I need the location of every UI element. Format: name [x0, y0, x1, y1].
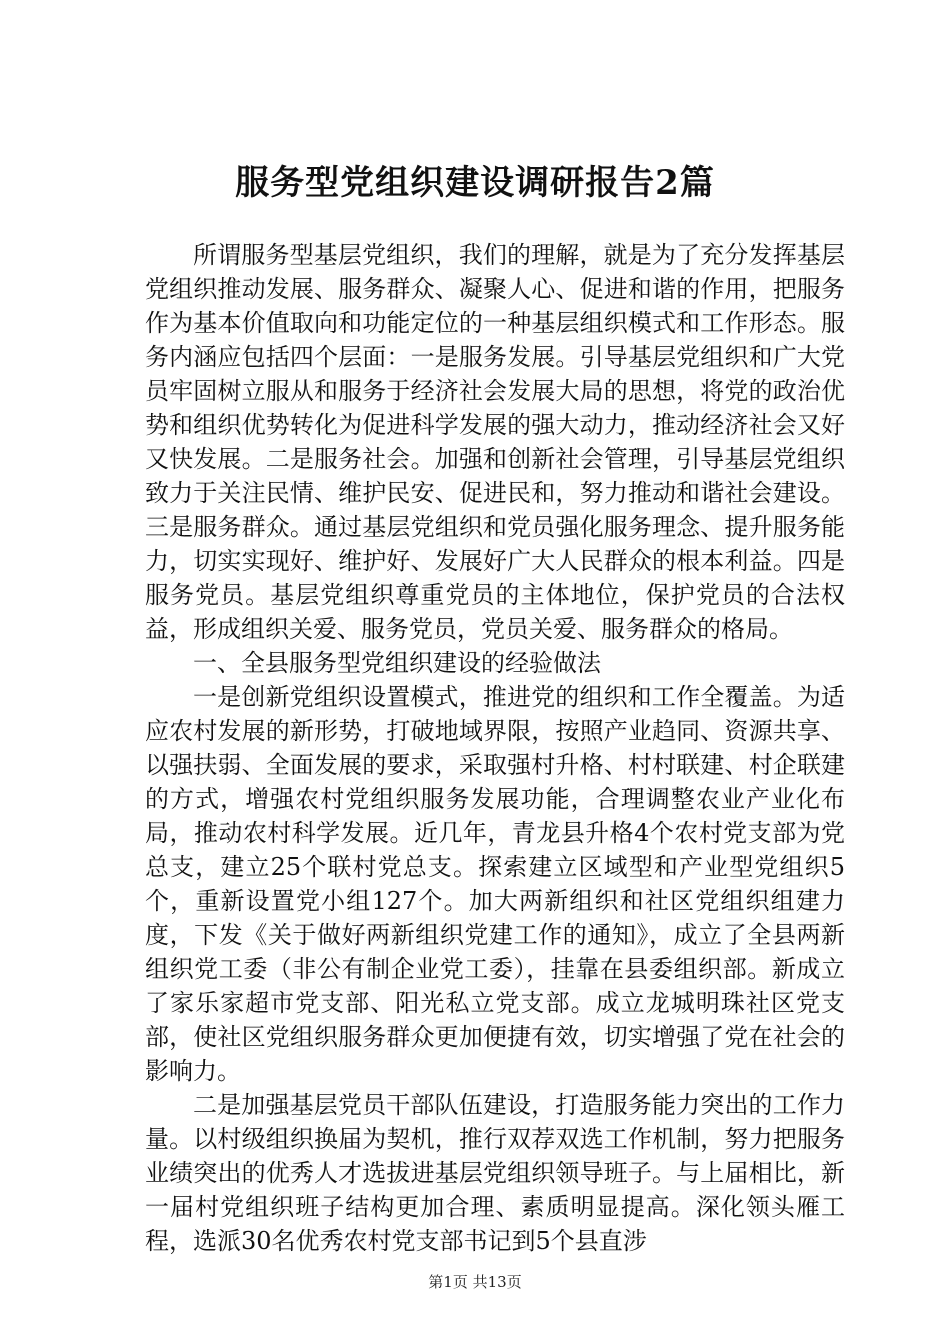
paragraph-intro: 所谓服务型基层党组织，我们的理解，就是为了充分发挥基层党组织推动发展、服务群众、凝聚人心、促进和谐的作用，把服务作为基本价值取向和功能定位的一种基层组织模式和工作形态。服务内涵应包括四个层面：一是服务发展。引导基层党组织和广大党员牢固树立服从和服务于经济社会发展大局的思想，将党的政治优势和组织优势转化为促进科学发展的强大动力，推动经济社会又好又快发展。二是服务社会。加强和创新社会管理，引导基层党组织致力于关注民情、维护民安、促进民和，努力推动和谐社会建设。三是服务群众。通过基层党组织和党员强化服务理念、提升服务能力，切实实现好、维护好、发展好广大人民群众的根本利益。四是服务党员。基层党组织尊重党员的主体地位，保护党员的合法权益，形成组织关爱、服务党员，党员关爱、服务群众的格局。 — [145, 241, 845, 643]
paragraph-item-1: 一是创新党组织设置模式，推进党的组织和工作全覆盖。为适应农村发展的新形势，打破地域界限，按照产业趋同、资源共享、以强扶弱、全面发展的要求，采取强村升格、村村联建、村企联建的方式，增强农村党组织服务发展功能，合理调整农业产业化布局，推动农村科学发展。近几年，青龙县升格4个农村党支部为党总支，建立25个联村党总支。探索建立区域型和产业型党组织5个，重新设置党小组127个。加大两新组织和社区党组织组建力度，下发《关于做好两新组织党建工作的通知》，成立了全县两新组织党工委（非公有制企业党工委），挂靠在县委组织部。新成立了家乐家超市党支部、阳光私立党支部。成立龙城明珠社区党支部，使社区党组织服务群众更加便捷有效，切实增强了党在社会的影响力。 — [145, 683, 845, 1085]
document-body — [145, 238, 845, 1258]
document-title: 服务型党组织建设调研报告2篇 — [235, 163, 715, 203]
section-heading: 一、全县服务型党组织建设的经验做法 — [193, 649, 601, 677]
page-number-footer: 第1页 共13页 — [428, 1273, 522, 1291]
paragraph-item-2: 二是加强基层党员干部队伍建设，打造服务能力突出的工作力量。以村级组织换届为契机，推行双荐双选工作机制，努力把服务业绩突出的优秀人才选拔进基层党组织领导班子。与上届相比，新一届村党组织班子结构更加合理、素质明显提高。深化领头雁工程，选派30名优秀农村党支部书记到5个县直涉 — [145, 1091, 845, 1255]
